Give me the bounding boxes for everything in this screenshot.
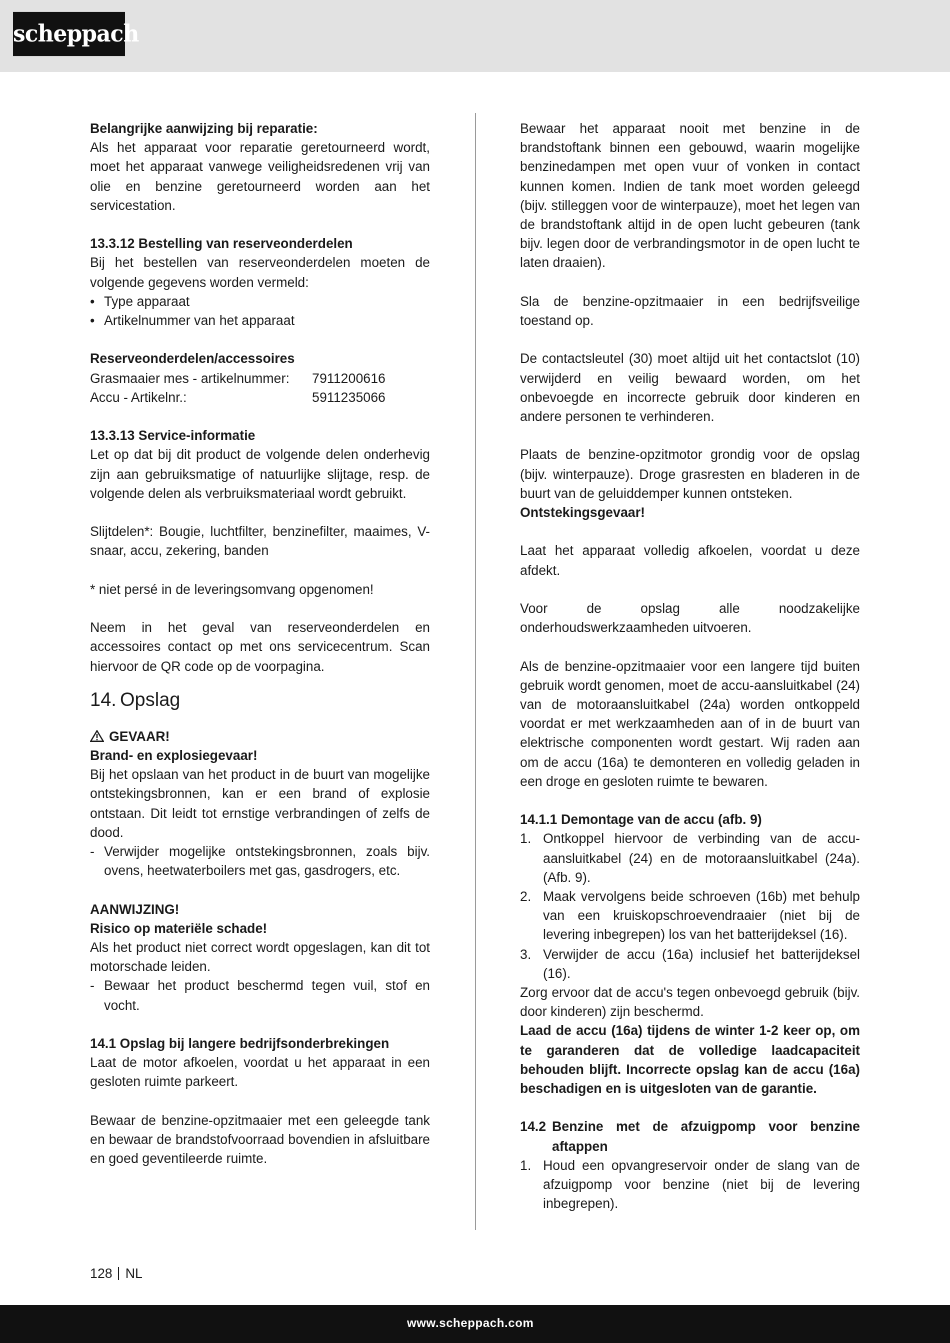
paragraph: Plaats de benzine-opzitmotor grondig voor de opslag (bijv. winterpauze). Droge grasresten en bladeren in de buurt van de geluiddemper kunnen ontsteken. <box>520 447 860 501</box>
ignition-warning: Ontstekingsgevaar! <box>520 505 646 521</box>
column-divider <box>475 113 476 1230</box>
list-item: - Bewaar het product beschermd tegen vuil, stof en vocht. <box>90 978 430 1013</box>
storage-text: Laat de motor afkoelen, voordat u het apparaat in een gesloten ruimte parkeert. <box>90 1055 430 1090</box>
parts-row: Accu - Artikelnr.: 5911235066 <box>90 389 386 405</box>
battery-warning: Laad de accu (16a) tijdens de winter 1-2 keer op, om te garanderen dat de volledige laadcapaciteit behouden blijft. Incorrecte opslag kan de accu (16a) beschadigen en is uitgesloten van de garantie. <box>520 1023 860 1097</box>
service-text: Let op dat bij dit product de volgende delen onderhevig zijn aan gebruiksmatige of natuurlijke slijtage, resp. de volgende delen als verbruiksmateriaal wordt gebruikt. <box>90 447 430 501</box>
notice-label: AANWIJZING! <box>90 901 180 917</box>
list-item: 1. Houd een opvangreservoir onder de slang van de afzuigpomp voor benzine (niet bij de levering inbegrepen). <box>520 1157 860 1212</box>
danger-text: Bij het opslaan van het product in de buurt van mogelijke ontstekingsbronnen, kan er een brand of explosie ontstaan. Dit leidt tot ernstige verbrandingen of zelfs de dood. <box>90 767 430 840</box>
header-bar <box>0 0 950 72</box>
list-item: 3. Verwijder de accu (16a) inclusief het batterijdeksel (16). <box>520 946 860 981</box>
page-number: 128 NL <box>90 1266 143 1281</box>
repair-text: Als het apparaat voor reparatie geretourneerd wordt, moet het apparaat vanwege veiligheidsredenen vrij van olie en benzine geretourneerd worden aan het servicestation. <box>90 140 430 213</box>
list-item: • Artikelnummer van het apparaat <box>90 313 295 329</box>
list-item: 2. Maak vervolgens beide schroeven (16b) met behulp van een kruiskopschroevendraaier (niet bij de levering inbegrepen) los van het batterijdeksel (16). <box>520 889 860 943</box>
parts-row: Grasmaaier mes - artikelnummer: 7911200616 <box>90 370 386 386</box>
brand-logo: scheppach <box>13 12 125 56</box>
left-column <box>90 119 430 1168</box>
parts-heading: Reserveonderdelen/accessoires <box>90 351 295 367</box>
ordering-text: Bij het bestellen van reserveonderdelen moeten de volgende gegevens worden vermeld: <box>90 255 430 290</box>
paragraph: Bewaar het apparaat nooit met benzine in de brandstoftank binnen een gebouwd, waarin mogelijke benzinedampen met open vuur of vonken in contact kunnen komen. Indien de tank moet worden geleegd (bijv. stilleggen voor de winterpauze), moet het legen van de brandstoftank altijd in de open lucht gebeuren (tank bijv. legen door de verbrandingsmotor in de open lucht te laten draaien). <box>520 121 860 271</box>
battery-heading: 14.1.1 Demontage van de accu (afb. 9) <box>520 812 762 828</box>
footnote-text: * niet persé in de leveringsomvang opgenomen! <box>90 581 374 597</box>
warning-triangle-icon <box>90 730 104 742</box>
fuel-heading: 14.2 Benzine met de afzuigpomp voor benzine aftappen <box>520 1119 860 1154</box>
website-url: www.scheppach.com <box>407 1316 534 1330</box>
section-title: 14. Opslag <box>90 689 181 711</box>
service-heading: 13.3.13 Service-informatie <box>90 428 256 444</box>
contact-text: Neem in het geval van reserveonderdelen en accessoires contact op met ons servicecentrum. Scan hiervoor de QR code op de voorpagina. <box>90 620 430 674</box>
danger-sub: Brand- en explosiegevaar! <box>90 748 258 763</box>
battery-note: Zorg ervoor dat de accu's tegen onbevoegd gebruik (bijv. door kinderen) zijn beschermd. <box>520 985 860 1020</box>
storage-heading: 14.1 Opslag bij langere bedrijfsonderbrekingen <box>90 1036 390 1052</box>
list-item: 1. Ontkoppel hiervoor de verbinding van de accu-aansluitkabel (24) en de motoraansluitkabel (24a). (Afb. 9). <box>520 831 860 885</box>
notice-sub: Risico op materiële schade! <box>90 920 268 936</box>
paragraph: Als de benzine-opzitmaaier voor een langere tijd buiten gebruik wordt genomen, moet de accu-aansluitkabel (24) van de motoraansluitkabel (24a) worden ontkoppeld voordat er met werkzaamheden aan of in de buurt van elektrische componenten wordt gestart. Wij raden aan om de accu (16a) te demonteren en volledig geladen in een droge en gesloten ruimte te bewaren. <box>520 658 860 789</box>
paragraph: Laat het apparaat volledig afkoelen, voordat u deze afdekt. <box>520 543 860 578</box>
list-item: - Verwijder mogelijke ontstekingsbronnen, zoals bijv. ovens, heetwaterboilers met gas, gasdrogers, etc. <box>90 844 430 879</box>
repair-heading: Belangrijke aanwijzing bij reparatie: <box>90 121 318 136</box>
notice-text: Als het product niet correct wordt opgeslagen, kan dit tot motorschade leiden. <box>90 940 430 975</box>
storage-text: Bewaar de benzine-opzitmaaier met een geleegde tank en bewaar de brandstofvoorraad bovendien in afsluitbare en goed geventileerde ruimte. <box>90 1112 430 1167</box>
ordering-heading: 13.3.12 Bestelling van reserveonderdelen <box>90 236 353 252</box>
wear-parts-text: Slijtdelen*: Bougie, luchtfilter, benzinefilter, maaimes, V-snaar, accu, zekering, banden <box>90 524 430 559</box>
danger-label: GEVAAR! <box>90 727 430 746</box>
paragraph: Sla de benzine-opzitmaaier in een bedrijfsveilige toestand op. <box>520 293 860 329</box>
list-item: • Type apparaat <box>90 293 190 309</box>
right-column <box>520 119 860 1213</box>
paragraph: De contactsleutel (30) moet altijd uit het contactslot (10) verwijderd en veilig bewaard worden, om het onbevoegde en incorrecte gebruik door kinderen en andere personen te verhinderen. <box>520 351 860 425</box>
paragraph: Voor de opslag alle noodzakelijke onderhoudswerkzaamheden uitvoeren. <box>520 601 860 636</box>
